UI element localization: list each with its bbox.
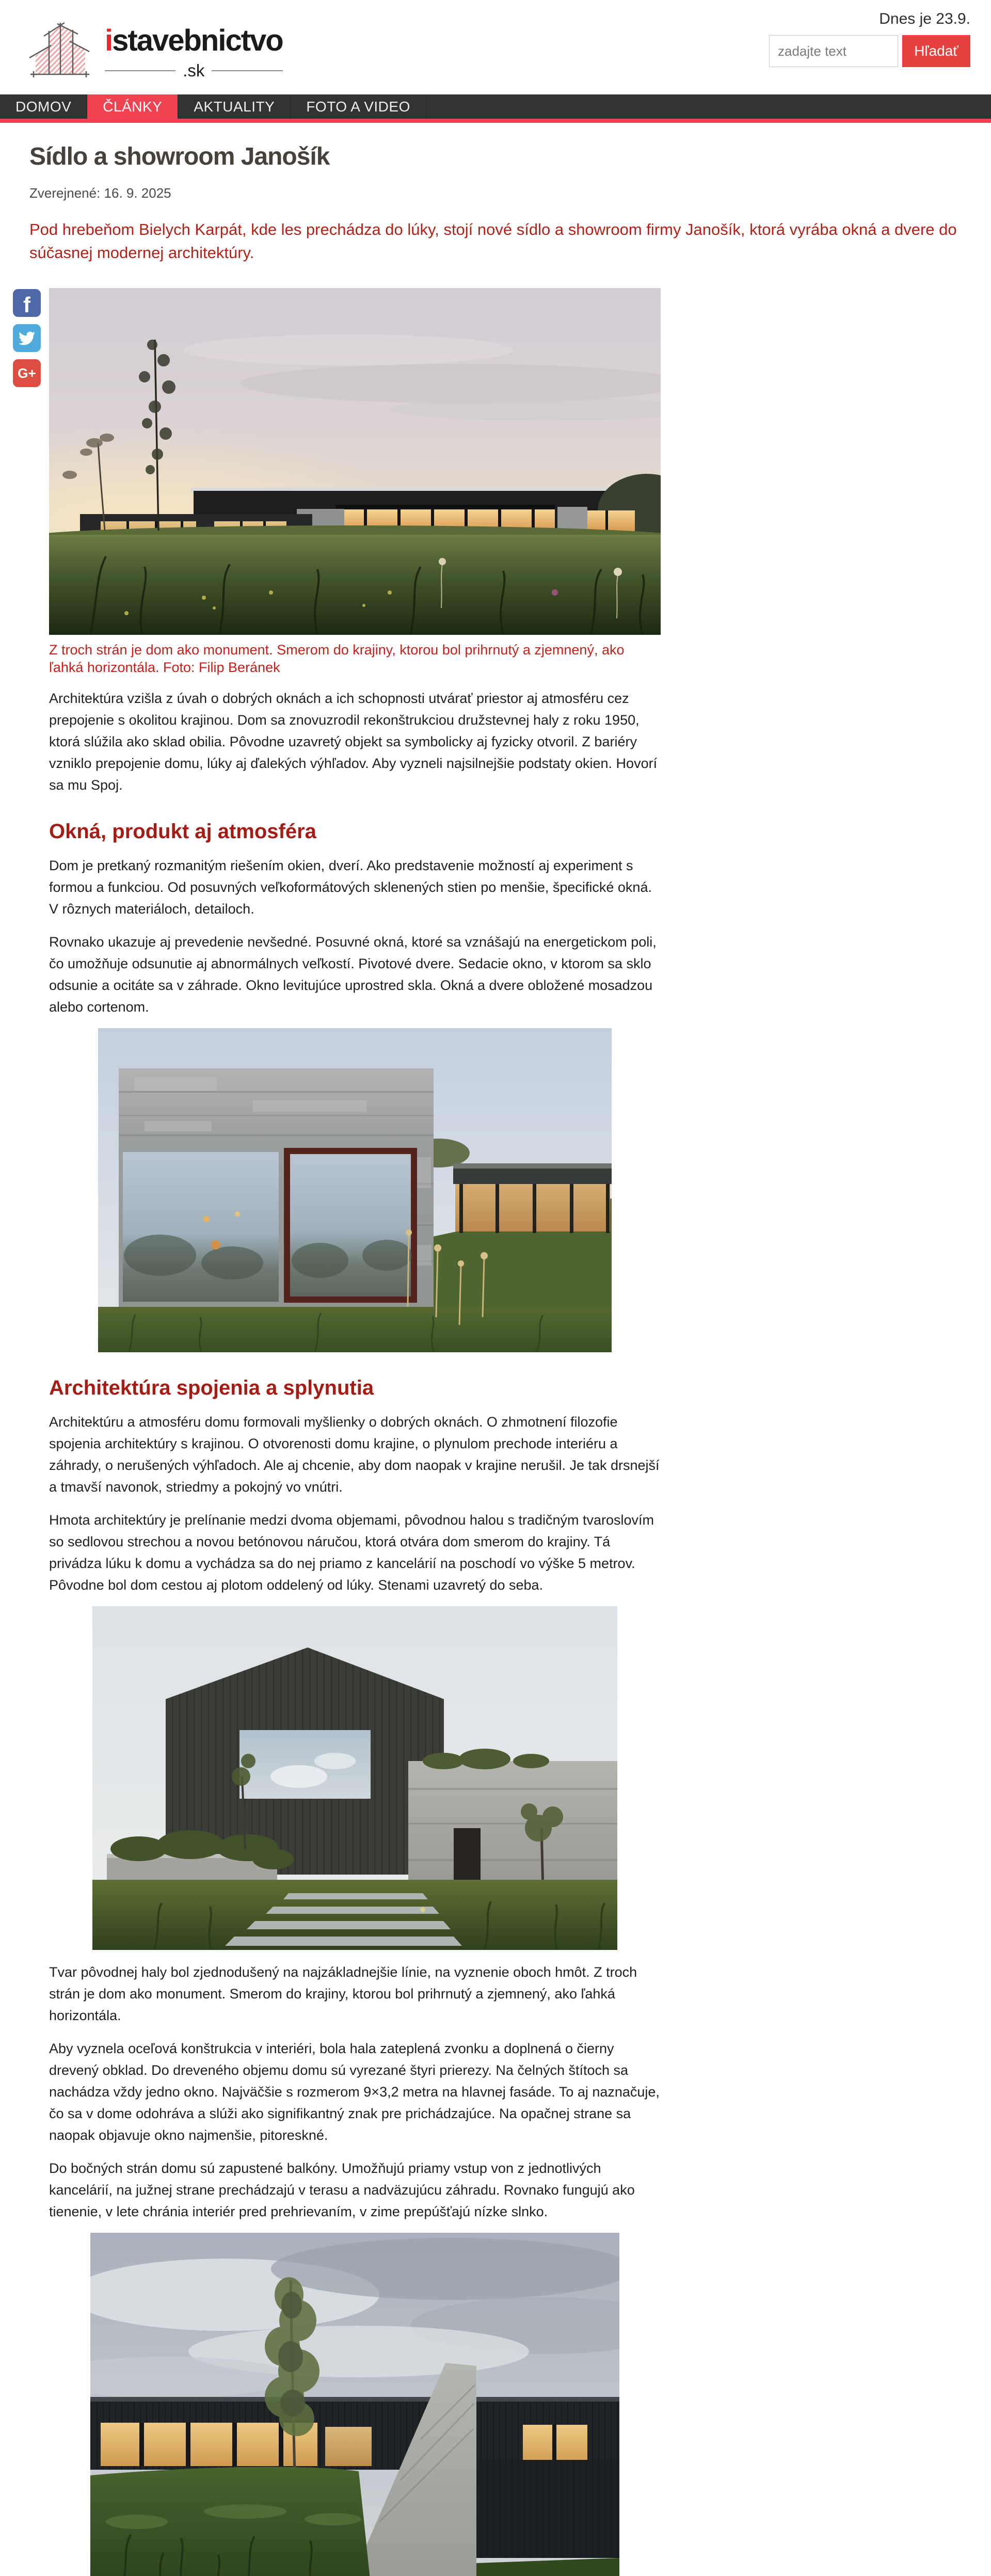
- today-date: Dnes je 23.9.: [879, 10, 970, 27]
- nav-item-aktuality[interactable]: AKTUALITY: [178, 94, 291, 119]
- photo-4-illustration: [90, 2233, 619, 2576]
- main-nav: [0, 94, 991, 123]
- photo-3-illustration: [92, 1606, 617, 1950]
- search-button[interactable]: Hľadať: [902, 35, 970, 67]
- photo-caption: Z troch strán je dom ako monument. Smerom do krajiny, ktorou bol prihrnutý a zjemnený, ako ľahká horizontála. Foto: Filip Beránek: [49, 642, 625, 675]
- article: [0, 123, 991, 2576]
- nav-item-domov[interactable]: DOMOV: [0, 94, 87, 119]
- photo-2-illustration: [98, 1028, 612, 1352]
- twitter-bird-glyph: [18, 331, 36, 345]
- paragraph: Dom je pretkaný rozmanitým riešením okien, dverí. Ako predstavenie možností aj experiment s formou a funkciou. Od posuvných veľkoformátových sklenených stien po menšie, špecifické okná. V rôznych materiáloch, detailoch.: [49, 858, 652, 917]
- search-input[interactable]: [769, 35, 898, 67]
- logo-tld: .sk: [183, 61, 205, 80]
- social-share-column: [13, 289, 41, 387]
- googleplus-icon[interactable]: G+: [13, 359, 41, 387]
- site-header: [0, 0, 991, 94]
- nav-item-clanky[interactable]: ČLÁNKY: [87, 94, 178, 119]
- logo-rule-left: [105, 70, 175, 71]
- building-sketch-icon: [28, 17, 91, 78]
- twitter-icon[interactable]: [13, 324, 41, 352]
- paragraph: Architektúra vzišla z úvah o dobrých oknách a ich schopnosti utvárať priestor aj atmosféru cez prepojenie s okolitou krajinou. Dom sa znovuzrodil rekonštrukciou družstevnej haly z roku 1950, ktorá slúžila ako sklad obilia. Pôvodne uzavretý objekt sa symbolicky aj fyzicky otvoril. Z bariéry vzniklo prepojenie domu, lúky aj ďalekých výhľadov. Aby vyzneli najsilnejšie podstaty okien. Hovorí sa mu Spoj.: [49, 691, 658, 793]
- article-photo-2: [98, 1028, 612, 1352]
- logo-rule-right: [212, 70, 282, 71]
- paragraph: Do bočných strán domu sú zapustené balkóny. Umožňujú priamy vstup von z jednotlivých kancelárií, na južnej strane prechádzajú v terasu a nadväzujúcu záhradu. Rovnako fungujú ako tienenie, v lete chránia interiér pred prehrievaním, v zime prepúšťajú nízke slnko.: [49, 2161, 635, 2219]
- search-bar: [769, 35, 970, 67]
- section-heading-architektura: Architektúra spojenia a splynutia: [49, 1377, 374, 1399]
- nav-item-foto-a-video[interactable]: FOTO A VIDEO: [291, 94, 426, 119]
- section-heading-okna: Okná, produkt aj atmosféra: [49, 820, 316, 843]
- article-photo-1: [49, 288, 661, 635]
- paragraph: Architektúru a atmosféru domu formovali myšlienky o dobrých oknách. O zhmotnení filozofie spojenia architektúry s krajinou. O otvorenosti domu krajine, o plynulom prechode interiéru a záhrady, o nerušených výhľadoch. Ale aj chcenie, aby dom naopak v krajine nerušil. Je tak drsnejší a tmavší navonok, striedmy a pokojný vo vnútri.: [49, 1414, 660, 1495]
- paragraph: Tvar pôvodnej haly bol zjednodušený na najzákladnejšie línie, na vyznenie oboch hmôt. Z troch strán je dom ako monument. Smerom do krajiny, ktorou bol prihrnutý a zjemnený, ako ľahká horizontála.: [49, 1964, 637, 2023]
- paragraph: Aby vyznela oceľová konštrukcia v interiéri, bola hala zateplená zvonku a doplnená o čierny drevený obklad. Do dreveného objemu domu sú vyrezané štyri prierezy. Na čelných štítoch sa nachádza vždy jedno okno. Najväčšie s rozmerom 9×3,2 metra na hlavnej fasáde. To aj naznačuje, čo sa v dome odohráva a slúži ako signifikantný znak pre prichádzajúce. Na opačnej strane sa naopak objavuje okno najmenšie, pitoreskné.: [49, 2041, 660, 2143]
- article-body: [18, 288, 661, 2576]
- facebook-icon[interactable]: f: [13, 289, 41, 317]
- page-title: Sídlo a showroom Janošík: [29, 143, 330, 170]
- article-photo-3: [92, 1606, 617, 1950]
- article-lead: Pod hrebeňom Bielych Karpát, kde les prechádza do lúky, stojí nové sídlo a showroom firmy Janošík, ktorá vyrába okná a dvere do súčasnej modernej architektúry.: [29, 220, 957, 262]
- paragraph: Rovnako ukazuje aj prevedenie nevšedné. Posuvné okná, ktoré sa vznášajú na energetickom poli, čo umožňuje odsunutie aj abnormálnych veľkostí. Pivotové dvere. Sedacie okno, v ktorom sa sklo odsunie a ocitáte sa v záhrade. Okno levitujúce uprostred skla. Okná a dvere obložené mosadzou alebo cortenom.: [49, 934, 657, 1015]
- photo-1-illustration: [49, 288, 661, 635]
- site-logo[interactable]: [28, 17, 283, 81]
- paragraph: Hmota architektúry je prelínanie medzi dvoma objemami, pôvodnou halou s tradičným tvaroslovím so sedlovou strechou a novou betónovou náručou, ktorá otvára dom smerom do krajiny. Tá privádza lúku k domu a vychádza sa do nej priamo z kancelárií na poschodí vo výške 5 metrov. Pôvodne bol dom cestou aj plotom oddelený od lúky. Stenami uzavretý do seba.: [49, 1512, 654, 1593]
- published-date: Zverejnené: 16. 9. 2025: [29, 185, 171, 201]
- article-photo-4: [90, 2233, 619, 2576]
- logo-wordmark: istavebnictvo: [105, 24, 283, 57]
